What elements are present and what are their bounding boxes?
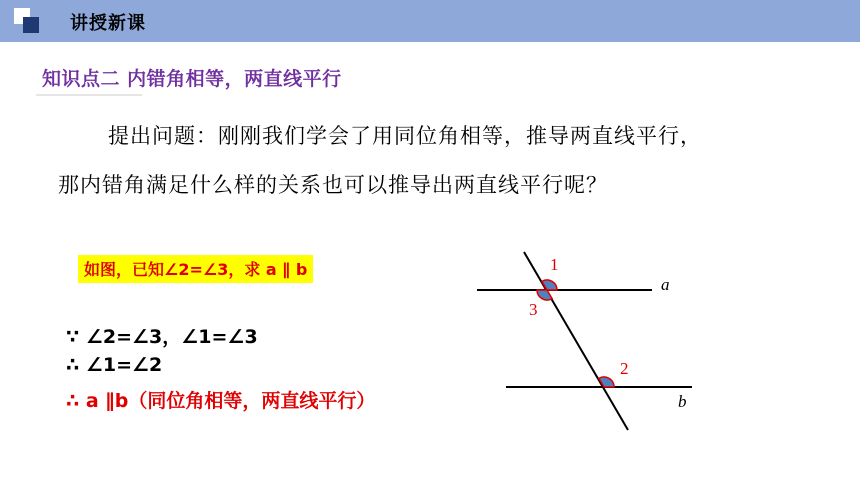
given-statement: 如图，已知∠2=∠3，求 a ∥ b: [78, 255, 313, 283]
angle-label-1: 1: [550, 255, 559, 274]
section-title: 知识点二 内错角相等，两直线平行: [42, 68, 342, 90]
line-label-b: b: [678, 392, 687, 411]
logo-icon: [14, 8, 44, 38]
question-line-2: 那内错角满足什么样的关系也可以推导出两直线平行呢？: [58, 173, 608, 197]
geometry-diagram: [470, 240, 720, 440]
header-title: 讲授新课: [70, 13, 146, 34]
section-divider: [36, 94, 142, 96]
header-bar: [0, 0, 860, 42]
line-label-a: a: [661, 275, 670, 294]
angle-3-arc: [537, 290, 552, 300]
proof-step-2: ∴ ∠1=∠2: [66, 354, 163, 376]
angle-label-2: 2: [620, 359, 629, 378]
angle-label-3: 3: [529, 300, 538, 319]
question-line-1: 提出问题：刚刚我们学会了用同位角相等，推导两直线平行，: [108, 124, 702, 148]
angle-1-arc: [542, 280, 557, 290]
transversal-line: [524, 252, 628, 430]
proof-step-1: ∵ ∠2=∠3，∠1=∠3: [66, 326, 258, 348]
proof-step-3: ∴ a ∥b（同位角相等，两直线平行）: [66, 390, 376, 412]
